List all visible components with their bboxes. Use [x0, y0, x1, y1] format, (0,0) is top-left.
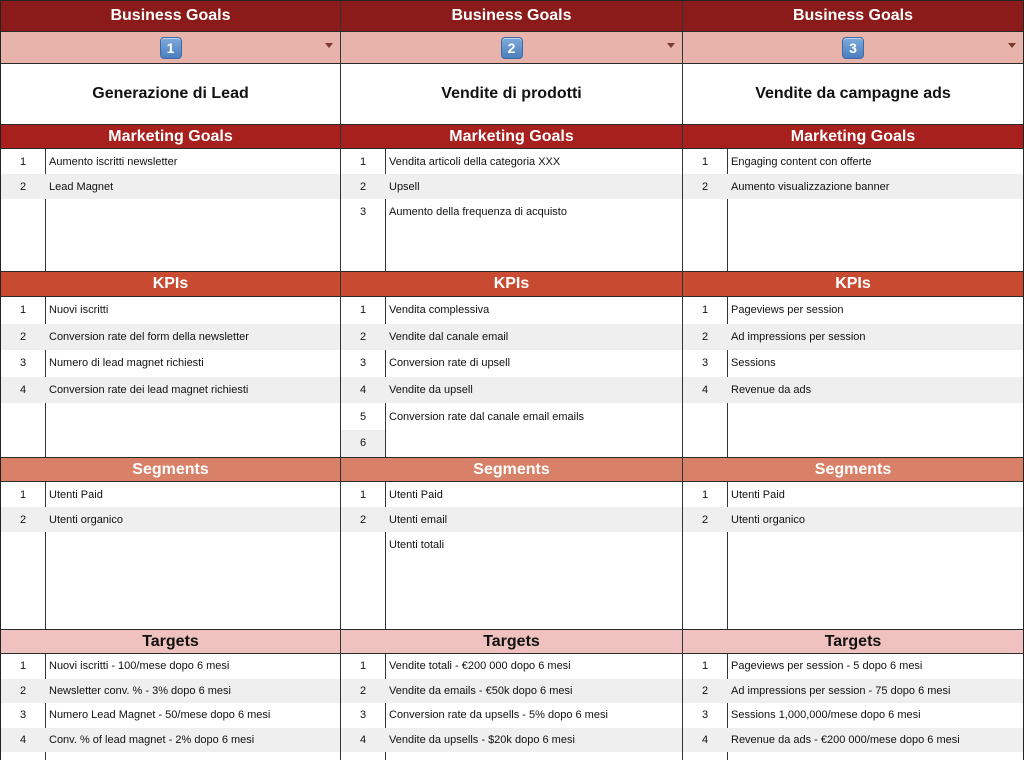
- kpis-section: [341, 297, 682, 458]
- row-number: 3: [701, 709, 709, 722]
- table-row[interactable]: [341, 377, 682, 404]
- business-goals-header: Business Goals: [683, 1, 1023, 32]
- cell-text[interactable]: Conversion rate da upsells - 5% dopo 6 mesi: [389, 709, 608, 722]
- row-number: 3: [359, 205, 367, 218]
- cell-text[interactable]: Utenti Paid: [389, 488, 443, 501]
- table-row[interactable]: [1, 297, 340, 324]
- goal-selector-dropdown[interactable]: [683, 32, 1023, 64]
- cell-text[interactable]: Aumento iscritti newsletter: [49, 155, 178, 168]
- marketing-goals-header: Marketing Goals: [683, 125, 1023, 149]
- table-row[interactable]: [1, 703, 340, 728]
- cell-text[interactable]: Vendite totali - €200 000 dopo 6 mesi: [389, 660, 571, 673]
- table-row[interactable]: [683, 149, 1023, 174]
- segments-header: Segments: [1, 458, 340, 482]
- table-row[interactable]: [683, 482, 1023, 507]
- cell-text[interactable]: Aumento visualizzazione banner: [731, 180, 890, 193]
- table-row[interactable]: [683, 728, 1023, 753]
- row-number: 3: [19, 357, 27, 370]
- goal-column-2: [341, 1, 683, 760]
- table-row[interactable]: [683, 350, 1023, 377]
- table-row[interactable]: [1, 350, 340, 377]
- marketing-goals-section: [1, 149, 340, 272]
- row-number: 3: [359, 709, 367, 722]
- cell-text[interactable]: Pageviews per session - 5 dopo 6 mesi: [731, 660, 923, 673]
- table-row[interactable]: [341, 482, 682, 507]
- business-goal-title[interactable]: Vendite di prodotti: [341, 64, 682, 125]
- row-number: 1: [701, 488, 709, 501]
- business-goals-header: Business Goals: [1, 1, 340, 32]
- cell-text[interactable]: Aumento della frequenza di acquisto: [389, 205, 567, 218]
- table-row[interactable]: [1, 679, 340, 704]
- cell-text[interactable]: Ad impressions per session: [731, 330, 866, 343]
- table-row[interactable]: [683, 679, 1023, 704]
- row-number: 2: [19, 513, 27, 526]
- kpis-section: [1, 297, 340, 458]
- row-number: 1: [19, 304, 27, 317]
- row-number: 2: [359, 180, 367, 193]
- table-row[interactable]: [341, 297, 682, 324]
- row-number: 1: [359, 304, 367, 317]
- row-number: 2: [19, 330, 27, 343]
- table-row[interactable]: [1, 728, 340, 753]
- row-number: 2: [359, 330, 367, 343]
- cell-text[interactable]: Upsell: [389, 180, 420, 193]
- table-row[interactable]: [1, 377, 340, 404]
- table-row[interactable]: [341, 350, 682, 377]
- table-row[interactable]: [341, 728, 682, 753]
- row-number: 4: [701, 733, 709, 746]
- row-number: 3: [19, 709, 27, 722]
- goal-column-1: [0, 1, 341, 760]
- marketing-goals-section: [683, 149, 1023, 272]
- table-row[interactable]: [683, 654, 1023, 679]
- row-number: 6: [341, 430, 385, 457]
- cell-text[interactable]: Conv. % of lead magnet - 2% dopo 6 mesi: [49, 733, 255, 746]
- row-number: 1: [359, 660, 367, 673]
- targets-header: Targets: [341, 630, 682, 654]
- cell-text[interactable]: Pageviews per session: [731, 304, 844, 317]
- table-row[interactable]: [1, 324, 340, 351]
- segments-section: [683, 482, 1023, 630]
- cell-text[interactable]: Vendite da emails - €50k dopo 6 mesi: [389, 684, 573, 697]
- row-number: 3: [701, 357, 709, 370]
- table-row[interactable]: [341, 403, 682, 430]
- goal-column-3: [683, 1, 1024, 760]
- marketing-goals-header: Marketing Goals: [1, 125, 340, 149]
- row-number: 1: [19, 155, 27, 168]
- cell-text[interactable]: Utenti organico: [731, 513, 805, 526]
- segments-section: [1, 482, 340, 630]
- cell-text[interactable]: Sessions: [731, 357, 776, 370]
- row-number: 2: [359, 684, 367, 697]
- table-row[interactable]: [683, 174, 1023, 199]
- segments-section: [341, 482, 682, 630]
- table-row[interactable]: [341, 324, 682, 351]
- cell-text[interactable]: Conversion rate di upsell: [389, 357, 511, 370]
- cell-text[interactable]: Revenue da ads - €200 000/mese dopo 6 mesi: [731, 733, 960, 746]
- row-number: 3: [359, 357, 367, 370]
- cell-text[interactable]: Engaging content con offerte: [731, 155, 872, 168]
- table-row[interactable]: [1, 507, 340, 532]
- row-number: 1: [701, 660, 709, 673]
- cell-text[interactable]: Utenti Paid: [731, 488, 785, 501]
- table-row[interactable]: [683, 324, 1023, 351]
- business-goal-title[interactable]: Vendite da campagne ads: [683, 64, 1023, 125]
- marketing-goals-header: Marketing Goals: [341, 125, 682, 149]
- cell-text[interactable]: Vendite da upsells - $20k dopo 6 mesi: [389, 733, 575, 746]
- cell-text[interactable]: Vendita articoli della categoria XXX: [389, 155, 561, 168]
- row-number: 4: [19, 733, 27, 746]
- row-number: 1: [19, 488, 27, 501]
- cell-text[interactable]: Nuovi iscritti: [49, 304, 109, 317]
- cell-text[interactable]: Conversion rate dei lead magnet richiesti: [49, 384, 249, 397]
- keycap-number-icon: 2: [501, 37, 523, 59]
- table-row[interactable]: [341, 199, 682, 224]
- row-number: 2: [19, 180, 27, 193]
- targets-header: Targets: [683, 630, 1023, 654]
- row-number: 4: [359, 733, 367, 746]
- goal-selector-dropdown[interactable]: [1, 32, 340, 64]
- table-row[interactable]: [1, 174, 340, 199]
- cell-text[interactable]: Numero Lead Magnet - 50/mese dopo 6 mesi: [49, 709, 271, 722]
- row-number: 2: [701, 513, 709, 526]
- cell-text[interactable]: Conversion rate del form della newsletter: [49, 330, 249, 343]
- cell-text[interactable]: Utenti email: [389, 513, 448, 526]
- goal-selector-dropdown[interactable]: [341, 32, 682, 64]
- row-number: 4: [19, 384, 27, 397]
- row-number: 2: [19, 684, 27, 697]
- table-row[interactable]: [1, 482, 340, 507]
- table-row[interactable]: [1, 149, 340, 174]
- table-row[interactable]: [1, 654, 340, 679]
- cell-text[interactable]: Utenti Paid: [49, 488, 103, 501]
- targets-section: [683, 654, 1023, 760]
- keycap-number-icon: 1: [160, 37, 182, 59]
- kpis-section: [683, 297, 1023, 458]
- cell-text[interactable]: Sessions 1,000,000/mese dopo 6 mesi: [731, 709, 921, 722]
- cell-text[interactable]: Numero di lead magnet richiesti: [49, 357, 204, 370]
- row-number: 1: [359, 155, 367, 168]
- row-number: 2: [359, 513, 367, 526]
- cell-text[interactable]: Vendita complessiva: [389, 304, 490, 317]
- table-row[interactable]: [683, 377, 1023, 404]
- row-number: 2: [701, 330, 709, 343]
- table-row[interactable]: [341, 149, 682, 174]
- business-goal-title[interactable]: Generazione di Lead: [1, 64, 340, 125]
- table-row[interactable]: [341, 430, 682, 457]
- table-row[interactable]: [683, 703, 1023, 728]
- row-number: 2: [701, 180, 709, 193]
- dropdown-arrow-icon[interactable]: [325, 43, 333, 48]
- table-row[interactable]: [341, 532, 682, 557]
- cell-text[interactable]: Vendite da upsell: [389, 384, 473, 397]
- targets-header: Targets: [1, 630, 340, 654]
- cell-text[interactable]: Nuovi iscritti - 100/mese dopo 6 mesi: [49, 660, 230, 673]
- segments-header: Segments: [341, 458, 682, 482]
- cell-text[interactable]: Revenue da ads: [731, 384, 812, 397]
- row-number: 1: [19, 660, 27, 673]
- table-row[interactable]: [341, 174, 682, 199]
- targets-section: [341, 654, 682, 760]
- targets-section: [1, 654, 340, 760]
- cell-text[interactable]: Ad impressions per session - 75 dopo 6 mesi: [731, 684, 951, 697]
- table-row[interactable]: [683, 507, 1023, 532]
- cell-text[interactable]: Utenti totali: [389, 538, 445, 551]
- keycap-number-icon: 3: [842, 37, 864, 59]
- row-number: 1: [359, 488, 367, 501]
- table-row[interactable]: [341, 507, 682, 532]
- table-row[interactable]: [341, 679, 682, 704]
- row-number: 1: [701, 155, 709, 168]
- dropdown-arrow-icon[interactable]: [667, 43, 675, 48]
- cell-text[interactable]: Newsletter conv. % - 3% dopo 6 mesi: [49, 684, 231, 697]
- row-number: 2: [701, 684, 709, 697]
- cell-text[interactable]: Vendite dal canale email: [389, 330, 509, 343]
- cell-text[interactable]: Conversion rate dal canale email emails: [389, 410, 585, 423]
- marketing-goals-section: [341, 149, 682, 272]
- kpis-header: KPIs: [1, 272, 340, 297]
- kpis-header: KPIs: [341, 272, 682, 297]
- segments-header: Segments: [683, 458, 1023, 482]
- table-row[interactable]: [341, 654, 682, 679]
- row-number: 4: [701, 384, 709, 397]
- table-row[interactable]: [683, 297, 1023, 324]
- table-row[interactable]: [341, 703, 682, 728]
- row-number: 5: [359, 410, 367, 423]
- dropdown-arrow-icon[interactable]: [1008, 43, 1016, 48]
- row-number: 1: [701, 304, 709, 317]
- cell-text[interactable]: Lead Magnet: [49, 180, 114, 193]
- business-goals-header: Business Goals: [341, 1, 682, 32]
- kpis-header: KPIs: [683, 272, 1023, 297]
- cell-text[interactable]: Utenti organico: [49, 513, 123, 526]
- row-number: 4: [359, 384, 367, 397]
